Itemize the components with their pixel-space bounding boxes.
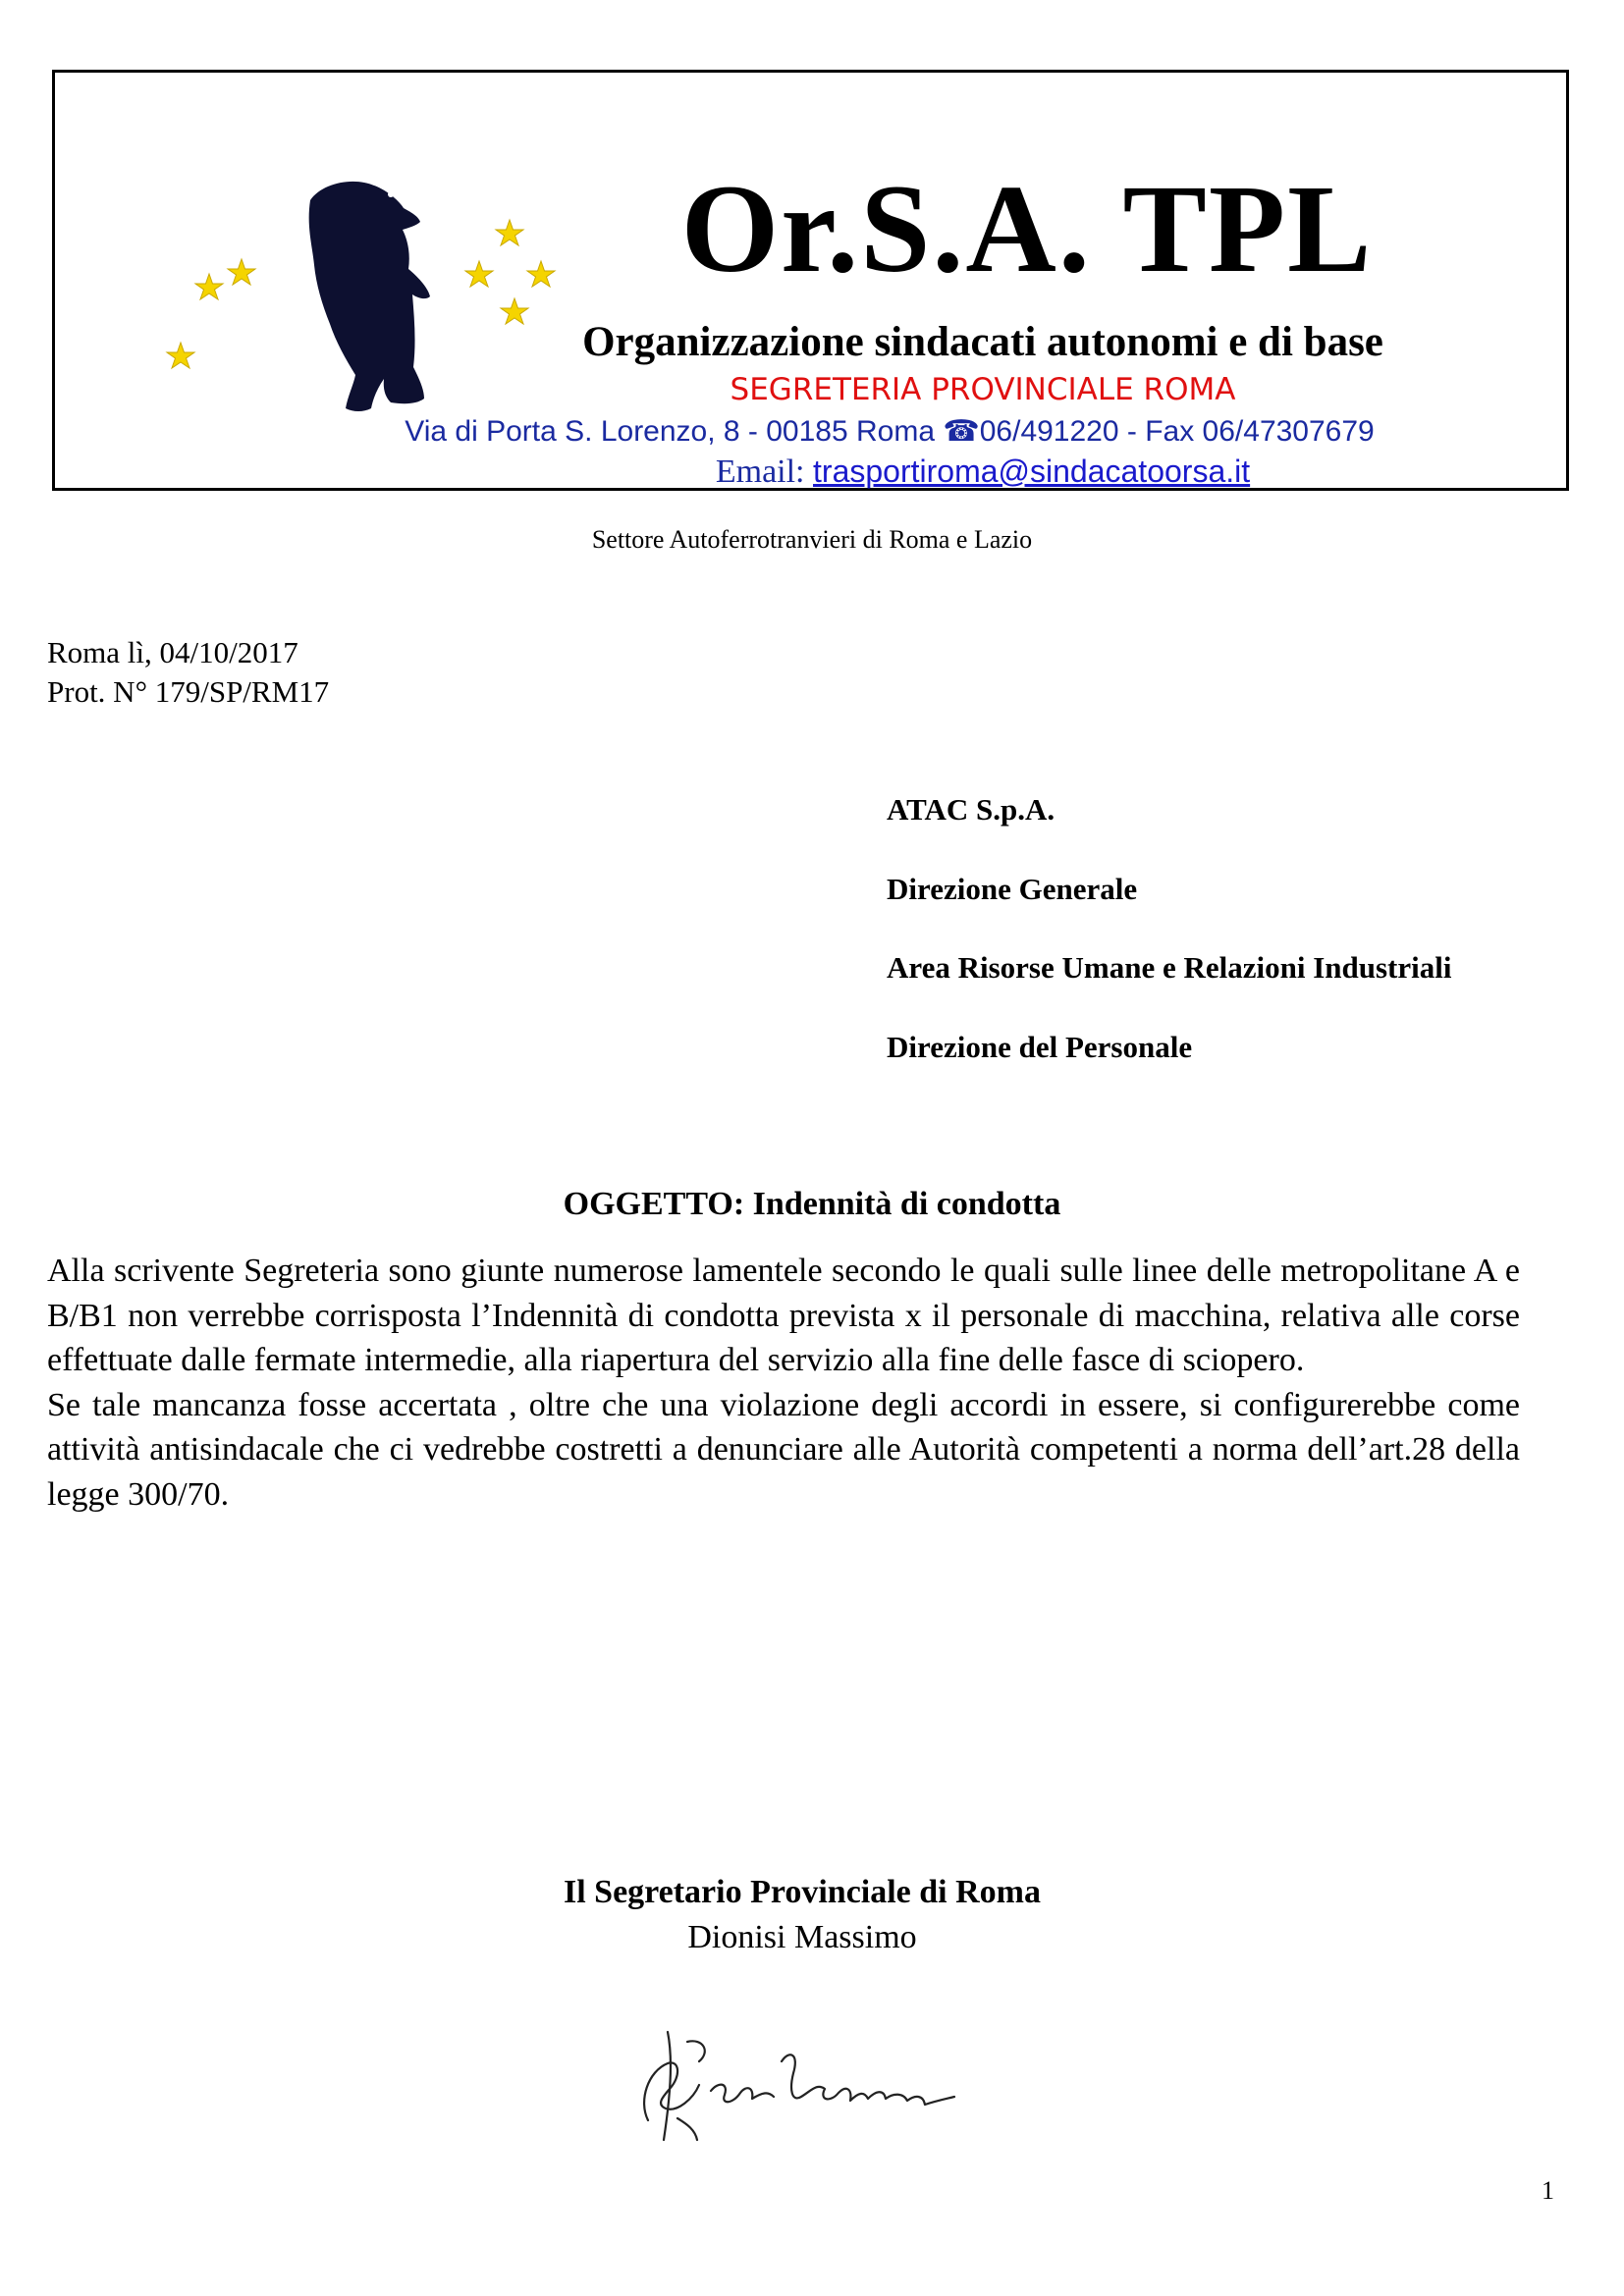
protocol-line: Prot. N° 179/SP/RM17 <box>47 674 330 709</box>
recipient-line: Area Risorse Umane e Relazioni Industriali <box>887 950 1452 985</box>
bear-silhouette <box>309 182 430 411</box>
email-label: Email: <box>715 454 805 490</box>
handwritten-signature <box>609 2002 982 2150</box>
bear-eye-icon <box>388 191 394 197</box>
organization-email-line <box>507 454 1459 491</box>
organization-address: Via di Porta S. Lorenzo, 8 - 00185 Roma ☎06/491220 - Fax 06/47307679 <box>405 415 1375 448</box>
subject-line: OGGETTO: Indennità di condotta <box>563 1186 1061 1222</box>
letter-body <box>47 1249 1520 1517</box>
date-line: Roma lì, 04/10/2017 <box>47 635 298 669</box>
recipient-line: Direzione del Personale <box>887 1029 1193 1064</box>
star-icon <box>527 261 555 287</box>
body-paragraph: Se tale mancanza fosse accertata , oltre che una violazione degli accordi in essere, si configurerebbe come attività antisindacale che ci vedrebbe costretti a denunciare alle Autorità competenti a norma dell’art.28 della legge 300/70. <box>47 1386 1520 1513</box>
star-icon <box>465 261 493 287</box>
letter-meta <box>47 633 329 712</box>
recipients-block <box>887 790 1451 1106</box>
sector-line: Settore Autoferrotranvieri di Roma e Lazio <box>591 525 1033 554</box>
signoff-block <box>0 1870 1604 1960</box>
page-number: 1 <box>1542 2176 1554 2205</box>
star-icon <box>195 274 223 299</box>
star-icon <box>228 259 255 285</box>
star-icon <box>167 343 194 368</box>
email-link[interactable]: trasportiroma@sindacatoorsa.it <box>813 454 1251 489</box>
letterhead <box>52 70 1569 491</box>
body-paragraph: Alla scrivente Segreteria sono giunte numerose lamentele secondo le quali sulle linee delle metropolitane A e B/B1 non verrebbe corrisposta l’Indennità di condotta prevista x il personale di macchina, relativa alle corse effettuate dalle fermate intermedie, alla riapertura del servizio alla fine delle fasce di sciopero. <box>47 1253 1520 1378</box>
star-icon <box>496 220 523 245</box>
department-name: SEGRETERIA PROVINCIALE ROMA <box>730 372 1236 407</box>
recipient-line: ATAC S.p.A. <box>887 792 1056 827</box>
organization-name: Or.S.A. TPL <box>680 159 1374 298</box>
organization-full-name: Organizzazione sindacati autonomi e di base <box>582 319 1383 365</box>
recipient-line: Direzione Generale <box>887 871 1138 906</box>
signer-name: Dionisi Massimo <box>687 1919 917 1955</box>
signer-role: Il Segretario Provinciale di Roma <box>563 1874 1041 1910</box>
